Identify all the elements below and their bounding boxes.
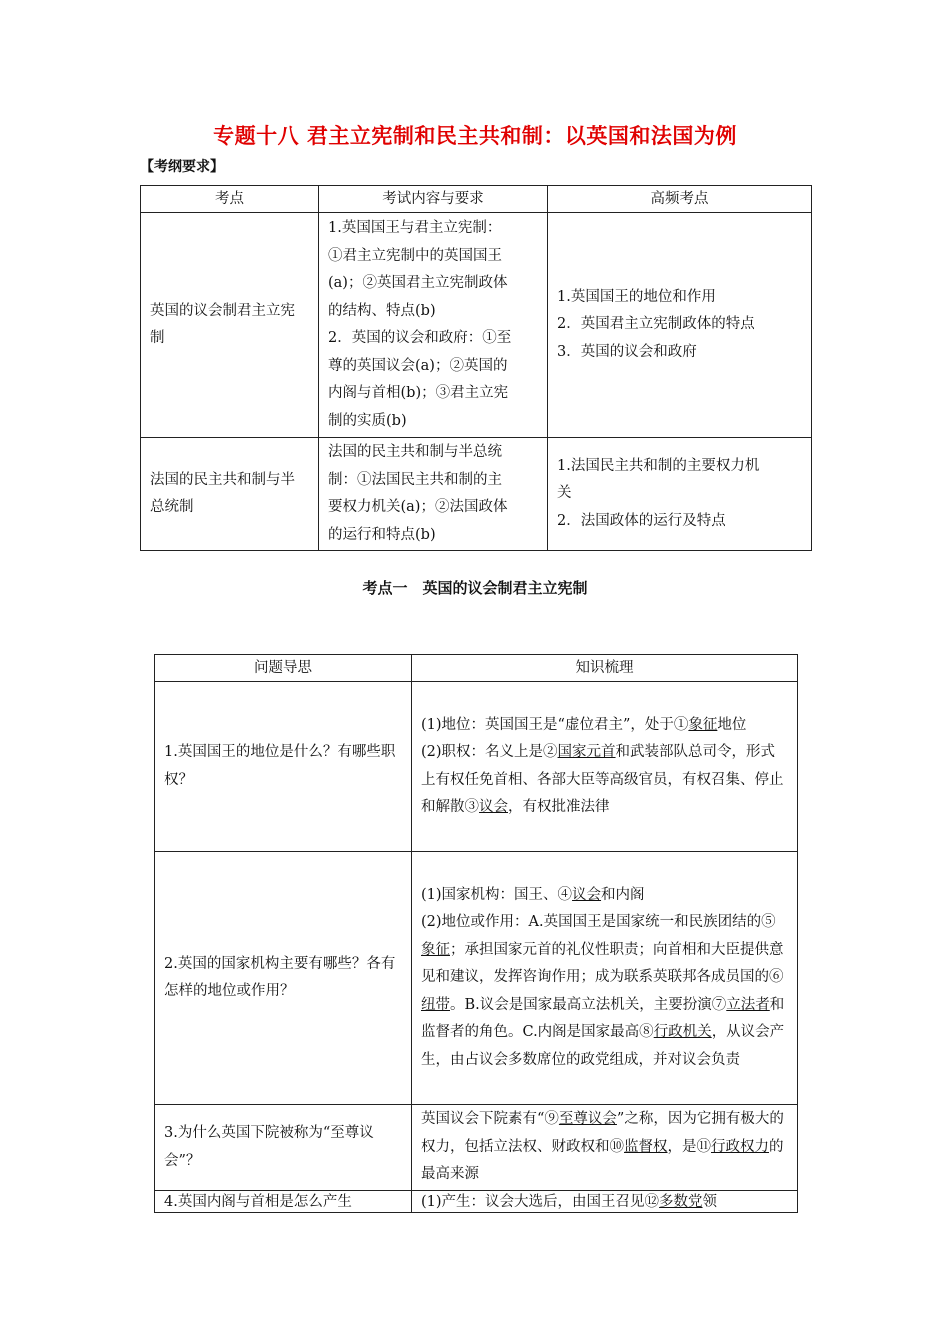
question-cell: 1.英国国王的地位是什么？有哪些职权？ <box>155 682 412 852</box>
answer-text: ；承担国家元首的礼仪性职责；向首相和大臣提供意见和建议，发挥咨询作用；成为联系英联邦各成员国的⑥ <box>421 941 784 986</box>
answer-text: (2)地位或作用：A.英国国王是国家统一和民族团结的⑤ <box>421 914 776 931</box>
answer-paragraph <box>421 712 788 740</box>
answer-text: ”之称，因为它拥有极大的权力，包括立法权、财政权和⑩ <box>421 1111 784 1155</box>
answer-paragraph <box>421 1106 788 1189</box>
answer-blank: 监督权 <box>624 1138 668 1155</box>
answer-text: ，有权批准法律 <box>508 799 610 815</box>
page-title: 专题十八 君主立宪制和民主共和制：以英国和法国为例 <box>213 124 737 148</box>
answer-text: 和内阁 <box>601 886 645 903</box>
answer-paragraph <box>421 909 788 1074</box>
text-line: 关 <box>557 485 572 502</box>
table-row <box>155 852 798 1105</box>
answer-text: 。B.议会是国家最高立法机关，主要扮演⑦ <box>450 996 727 1013</box>
text-line: 2．英国君主立宪制政体的特点 <box>557 316 755 333</box>
text-line: 3．英国的议会和政府 <box>557 343 697 360</box>
text-line: 尊的英国议会(a)；②英国的 <box>328 357 508 374</box>
text-line: 制的实质(b) <box>328 412 407 429</box>
answer-paragraph <box>421 739 788 822</box>
text-line: 内阁与首相(b)；③君主立宪 <box>328 385 509 401</box>
text-line: 制：①法国民主共和制的主 <box>328 471 502 488</box>
table-row <box>155 1105 798 1191</box>
answer-blank: 象征 <box>688 716 718 733</box>
answer-cell <box>412 852 798 1105</box>
requirements-label: 【考纲要求】 <box>140 159 224 175</box>
answer-cell <box>412 1105 798 1191</box>
content-cell <box>319 438 548 551</box>
knowledge-table <box>154 654 798 1213</box>
answer-blank: 象征 <box>421 941 450 958</box>
topic-cell: 英国的议会制君主立宪制 <box>141 213 319 438</box>
text-line: ①君主立宪制中的英国国王 <box>328 247 502 264</box>
content-cell <box>319 213 548 438</box>
answer-blank: 行政机关 <box>653 1024 712 1041</box>
table-row <box>141 438 812 551</box>
header-cell: 高频考点 <box>548 186 812 213</box>
header-cell: 考点 <box>141 186 319 213</box>
answer-text: 英国议会下院素有“⑨ <box>421 1111 559 1128</box>
answer-blank: 行政权力 <box>711 1138 769 1155</box>
answer-text: (1)国家机构：国王、④ <box>421 886 573 903</box>
frequent-cell <box>548 213 812 438</box>
question-cell: 4.英国内阁与首相是怎么产生 <box>155 1191 412 1213</box>
answer-blank: 立法者 <box>726 996 770 1013</box>
text-line: (a)；②英国君主立宪制政体 <box>328 275 508 291</box>
table-row <box>141 213 812 438</box>
table-header-row <box>141 186 812 213</box>
text-line: 1.英国国王的地位和作用 <box>557 288 716 305</box>
answer-text: ，是⑪ <box>667 1138 711 1155</box>
text-line: 2．法国政体的运行及特点 <box>557 512 726 529</box>
topic-cell: 法国的民主共和制与半总统制 <box>141 438 319 551</box>
table-row <box>155 682 798 852</box>
answer-blank: 纽带 <box>421 996 450 1013</box>
answer-text: 和监督者的角色。C.内阁是国家最高⑧ <box>421 996 785 1041</box>
section-title: 考点一 英国的议会制君主立宪制 <box>362 579 588 597</box>
text-line: 2．英国的议会和政府：①至 <box>328 330 512 346</box>
header-cell: 问题导思 <box>155 655 412 682</box>
answer-paragraph <box>421 1192 788 1212</box>
answer-text: (1)产生：议会大选后，由国王召见⑫ <box>421 1193 660 1210</box>
text-line: 的运行和特点(b) <box>328 526 436 543</box>
header-cell: 知识梳理 <box>412 655 798 682</box>
question-cell: 2.英国的国家机构主要有哪些？各有怎样的地位或作用？ <box>155 852 412 1105</box>
answer-blank: 议会 <box>572 886 602 903</box>
answer-text: (2)职权：名义上是② <box>421 744 558 760</box>
answer-text: (1)地位：英国国王是“虚位君主”，处于① <box>421 716 689 733</box>
answer-text: 地位 <box>717 716 747 733</box>
answer-blank: 议会 <box>479 799 508 815</box>
text-line: 法国的民主共和制与半总统 <box>328 444 502 460</box>
answer-paragraph <box>421 882 788 910</box>
header-cell: 考试内容与要求 <box>319 186 548 213</box>
answer-blank: 至尊议会 <box>558 1111 617 1128</box>
answer-text: 领 <box>702 1193 718 1210</box>
answer-text: 和武装部队总司令，形式上有权任免首相、各部大臣等高级官员，有权召集、停止和解散③ <box>421 744 784 815</box>
text-line: 要权力机关(a)；②法国政体 <box>328 499 508 515</box>
question-cell: 3.为什么英国下院被称为“至尊议会”？ <box>155 1105 412 1191</box>
answer-text: ，从议会产生，由占议会多数席位的政党组成，并对议会负责 <box>421 1024 785 1068</box>
answer-blank: 多数党 <box>659 1193 703 1210</box>
text-line: 的结构、特点(b) <box>328 302 436 319</box>
answer-blank: 国家元首 <box>557 744 616 760</box>
requirements-table <box>140 185 812 551</box>
frequent-cell <box>548 438 812 551</box>
table-row <box>155 1191 798 1213</box>
text-line: 1.英国国王与君主立宪制： <box>328 220 502 236</box>
table-header-row <box>155 655 798 682</box>
text-line: 1.法国民主共和制的主要权力机 <box>557 457 760 474</box>
answer-text: 的最高来源 <box>421 1138 784 1183</box>
answer-cell <box>412 682 798 852</box>
answer-cell <box>412 1191 798 1213</box>
